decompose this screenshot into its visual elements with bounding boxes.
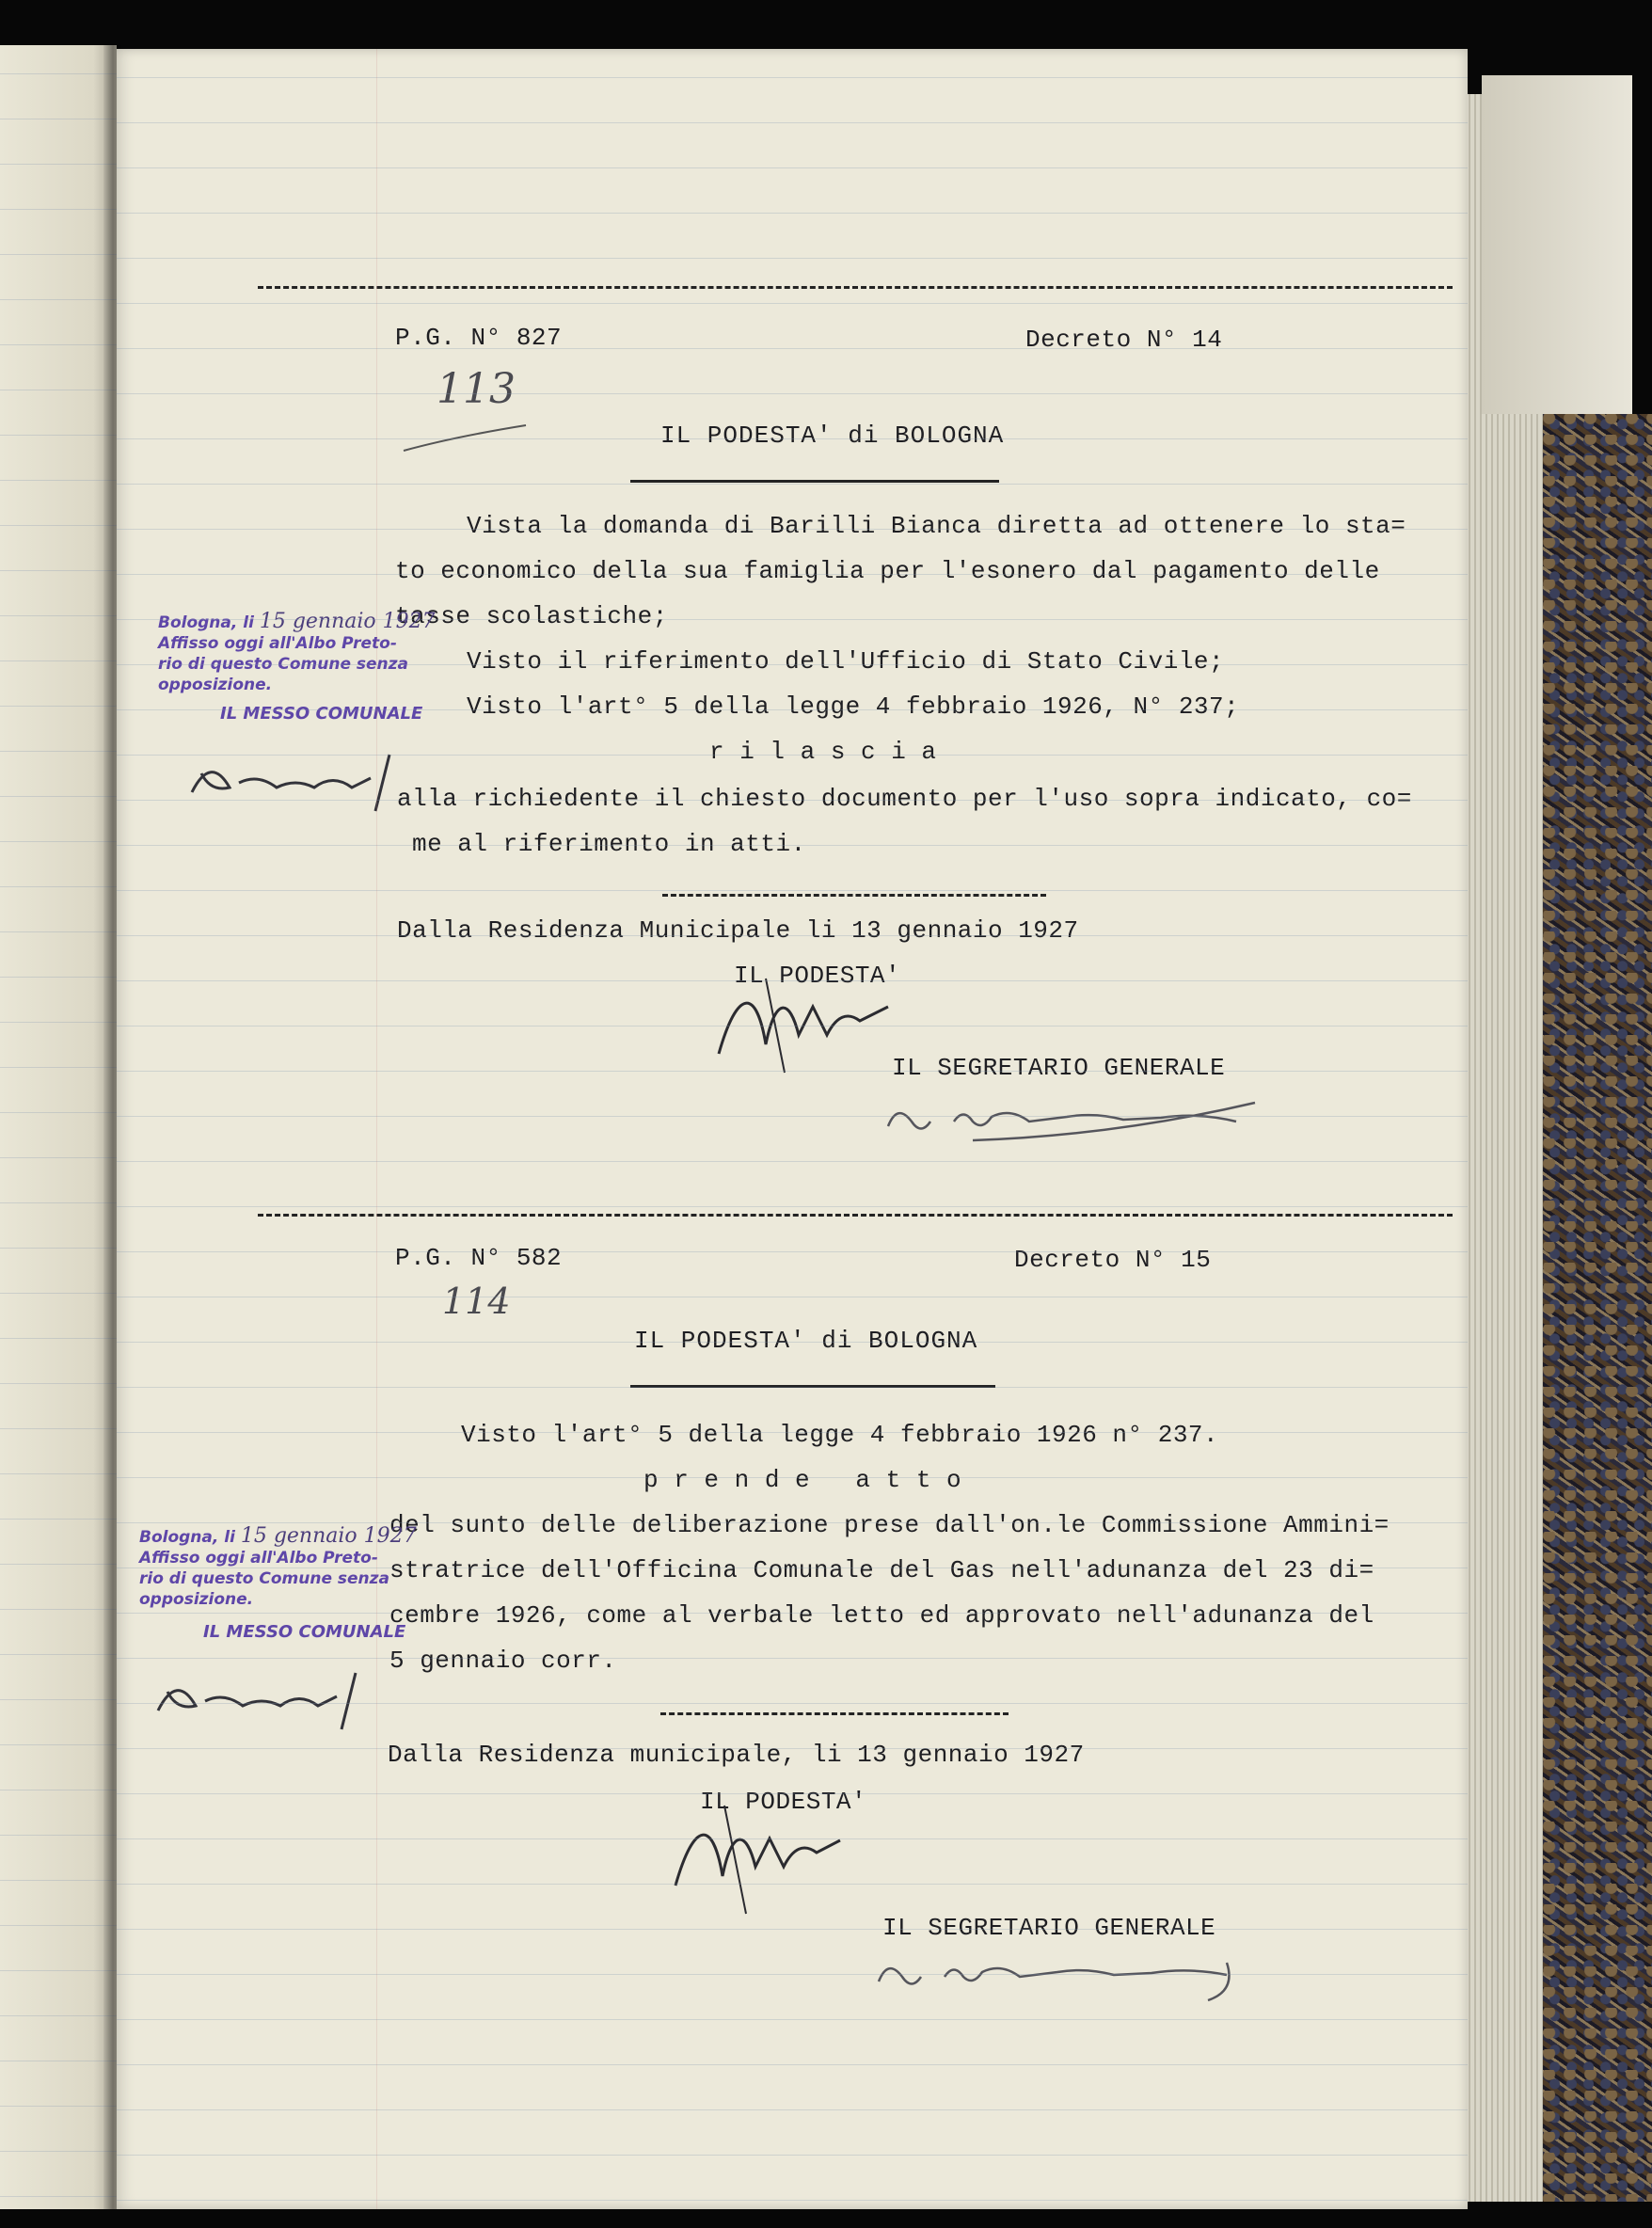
ruled-line [0, 1383, 117, 1384]
ruled-line [117, 800, 1468, 801]
ruled-line [117, 258, 1468, 259]
ruled-line [117, 1206, 1468, 1207]
ruled-line [0, 1880, 117, 1881]
pg-number: P.G. N° 582 [395, 1244, 563, 1272]
ruled-line [117, 980, 1468, 981]
ruled-line [0, 299, 117, 300]
ruled-line [117, 1116, 1468, 1117]
ruled-line [117, 1793, 1468, 1794]
ruled-line [0, 660, 117, 661]
stamp-text: rio di questo Comune senza [139, 1569, 390, 1588]
ruled-line [0, 525, 117, 526]
ruled-line [117, 709, 1468, 710]
ruled-line [0, 570, 117, 571]
body-line: tasse scolastiche; [395, 602, 668, 630]
result-line: del sunto delle deliberazione prese dall'on.le Commissione Ammini= [389, 1511, 1390, 1539]
ruled-line [0, 1202, 117, 1203]
posting-stamp [158, 612, 436, 695]
stamp-text: rio di questo Comune senza [158, 655, 409, 674]
ruled-line [0, 2106, 117, 2107]
ruled-line [0, 1699, 117, 1700]
ruled-line [0, 435, 117, 436]
ruled-line [117, 393, 1468, 394]
stamp-date: 15 gennaio 1927 [259, 610, 436, 633]
ruled-line [117, 2019, 1468, 2020]
result-line: stratrice dell'Officina Comunale del Gas nell'adunanza del 23 di= [389, 1556, 1374, 1584]
stamp-text: opposizione. [158, 676, 273, 694]
section-separator [258, 286, 1453, 292]
secretary-label: IL SEGRETARIO GENERALE [892, 1054, 1226, 1082]
ruled-line [0, 796, 117, 797]
ruled-line [117, 1929, 1468, 1930]
result-line: alla richiedente il chiesto documento per l'uso sopra indicato, co= [397, 785, 1412, 813]
ruled-line [0, 164, 117, 165]
left-facing-page [0, 45, 117, 2209]
podesta-label: IL PODESTA' [700, 1788, 867, 1816]
ruled-line [117, 1613, 1468, 1614]
ruled-line [117, 845, 1468, 846]
marbled-cover [1543, 414, 1652, 2202]
ruled-line [0, 977, 117, 978]
messo-signature [149, 1654, 374, 1739]
ruled-line [117, 122, 1468, 123]
ruled-line [117, 1658, 1468, 1659]
ruled-line [117, 303, 1468, 304]
ruled-line [117, 1522, 1468, 1523]
ruled-line [117, 2155, 1468, 2156]
secretary-signature [869, 1944, 1264, 2010]
dateline: Dalla Residenza municipale, li 13 gennaio 1927 [388, 1741, 1085, 1769]
result-line: cembre 1926, come al verbale letto ed approvato nell'adunanza del [389, 1601, 1374, 1630]
ruled-line [117, 2200, 1468, 2201]
ruled-line [117, 348, 1468, 349]
heading-underline [630, 480, 999, 483]
secretary-label: IL SEGRETARIO GENERALE [882, 1914, 1216, 1942]
ruled-line [117, 1884, 1468, 1885]
ruled-line [117, 1703, 1468, 1704]
body-line: Visto il riferimento dell'Ufficio di Stato Civile; [467, 647, 1225, 676]
stamp-text: opposizione. [139, 1590, 254, 1609]
stamp-text: Affisso oggi all'Albo Preto- [158, 634, 397, 653]
ruled-line [0, 1609, 117, 1610]
ruled-line [0, 73, 117, 74]
action-verb: r i l a s c i a [709, 738, 937, 766]
ruled-line [0, 344, 117, 345]
ruled-line [117, 1974, 1468, 1975]
decree-number: Decreto N° 15 [1014, 1246, 1212, 1274]
ruled-line [0, 480, 117, 481]
ruled-line [117, 890, 1468, 891]
stamp-place: Bologna, li [158, 613, 254, 632]
ruled-line [0, 1970, 117, 1971]
ruled-line [117, 755, 1468, 756]
ruled-line [117, 1251, 1468, 1252]
ruled-line [0, 841, 117, 842]
ruled-line [117, 1071, 1468, 1072]
ruled-line [0, 1157, 117, 1158]
ruled-line [0, 1564, 117, 1565]
ruled-line [117, 1161, 1468, 1162]
ruled-line [0, 615, 117, 616]
ruled-line [117, 1432, 1468, 1433]
ruled-line [0, 886, 117, 887]
ruled-line [117, 2064, 1468, 2065]
ruled-line [0, 1654, 117, 1655]
ruled-line [117, 438, 1468, 439]
ruled-line [117, 1838, 1468, 1839]
handwritten-number: 113 [437, 365, 516, 413]
ruled-line [0, 1925, 117, 1926]
ruled-line [0, 1473, 117, 1474]
podesta-label: IL PODESTA' [734, 962, 901, 990]
ruled-line [0, 931, 117, 932]
ruled-line [117, 167, 1468, 168]
stamp-text: Affisso oggi all'Albo Preto- [139, 1549, 378, 1568]
ruled-line [117, 484, 1468, 485]
ruled-line [117, 1748, 1468, 1749]
stamp-place: Bologna, li [139, 1528, 235, 1547]
body-line: Visto l'art° 5 della legge 4 febbraio 1926, N° 237; [467, 692, 1240, 721]
ruled-line [0, 254, 117, 255]
heading: IL PODESTA' di BOLOGNA [660, 422, 1005, 450]
ruled-line [117, 529, 1468, 530]
messo-signature [183, 736, 408, 820]
ruled-line [0, 1293, 117, 1294]
handwritten-stroke [399, 418, 531, 455]
ruled-line [0, 1112, 117, 1113]
stamp-date: 15 gennaio 1927 [240, 1524, 417, 1548]
ruled-line [117, 1477, 1468, 1478]
body-line: to economico della sua famiglia per l'esonero dal pagamento delle [395, 557, 1380, 585]
decree-number: Decreto N° 14 [1025, 326, 1223, 354]
ruled-line [117, 619, 1468, 620]
ruled-line [0, 1835, 117, 1836]
ruled-line [117, 1387, 1468, 1388]
podesta-signature [657, 1788, 867, 1923]
pg-number: P.G. N° 827 [395, 324, 563, 352]
ruled-line [117, 1342, 1468, 1343]
ruled-line [0, 1519, 117, 1520]
stamp-title: IL MESSO COMUNALE [203, 1622, 406, 1642]
ruled-line [0, 1248, 117, 1249]
handwritten-number: 114 [442, 1281, 511, 1322]
ruled-line [0, 2151, 117, 2152]
ruled-line [117, 2109, 1468, 2110]
ruled-line [0, 1744, 117, 1745]
ruled-line [0, 1428, 117, 1429]
book-cover-inner [1482, 75, 1632, 414]
body-line: Vista la domanda di Barilli Bianca diretta ad ottenere lo sta= [467, 512, 1406, 540]
ruled-line [0, 706, 117, 707]
result-line: 5 gennaio corr. [389, 1647, 617, 1675]
stamp-title: IL MESSO COMUNALE [220, 704, 423, 724]
closing-dashes [662, 894, 1046, 897]
ruled-line [0, 751, 117, 752]
ruled-line [0, 209, 117, 210]
section-separator [258, 1214, 1453, 1219]
ruled-line [117, 213, 1468, 214]
result-line: me al riferimento in atti. [412, 830, 806, 858]
ruled-line [117, 574, 1468, 575]
ruled-line [0, 2015, 117, 2016]
margin-line [376, 49, 377, 2209]
closing-dashes [660, 1712, 1009, 1715]
body-line: Visto l'art° 5 della legge 4 febbraio 1926 n° 237. [461, 1421, 1219, 1449]
ruled-line [0, 1022, 117, 1023]
ruled-line [117, 664, 1468, 665]
ruled-line [117, 935, 1468, 936]
dateline: Dalla Residenza Municipale li 13 gennaio 1927 [397, 916, 1079, 945]
secretary-signature [879, 1084, 1274, 1150]
ruled-line [117, 77, 1468, 78]
ruled-line [0, 1067, 117, 1068]
ruled-line [0, 2196, 117, 2197]
action-verb: p r e n d e a t t o [643, 1466, 962, 1494]
register-page [117, 49, 1468, 2209]
heading: IL PODESTA' di BOLOGNA [634, 1327, 978, 1355]
ruled-line [0, 1338, 117, 1339]
